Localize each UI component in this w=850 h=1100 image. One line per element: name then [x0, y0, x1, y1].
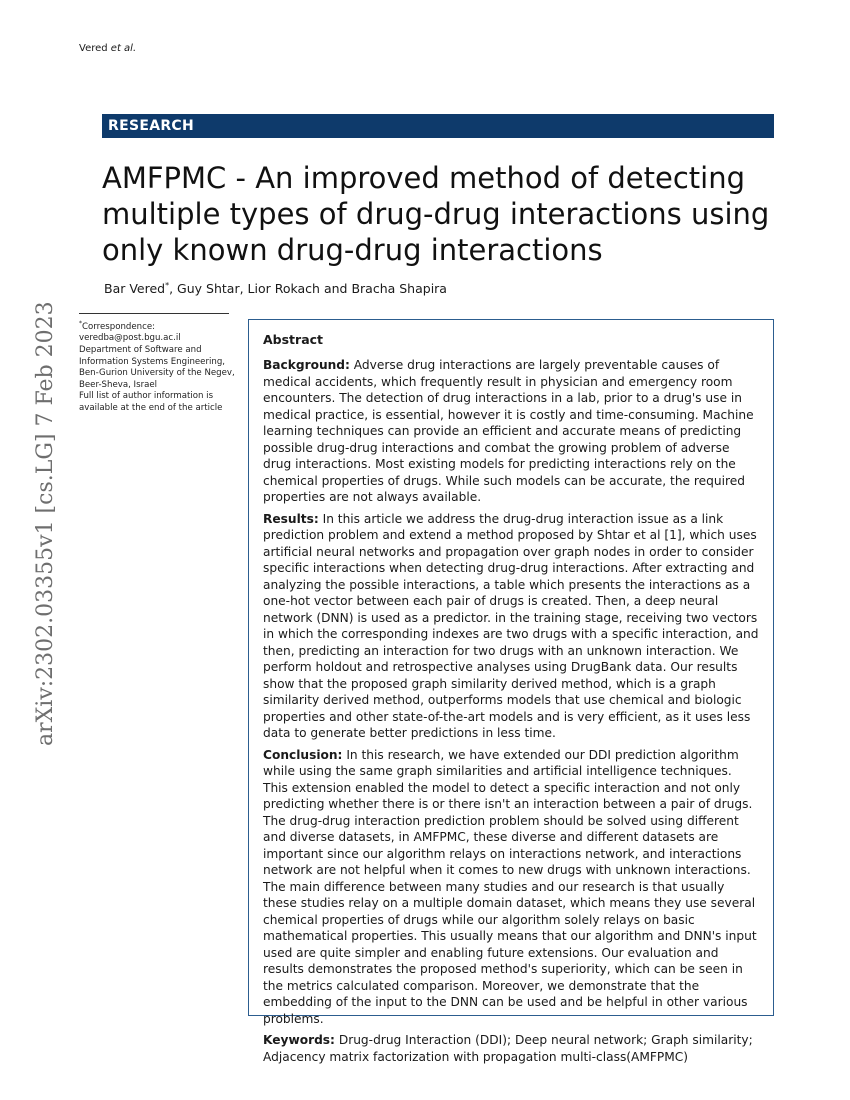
correspondence-full-list-note: Full list of author information is available at the end of the article — [79, 391, 223, 414]
correspondence-note — [79, 318, 239, 415]
running-head — [79, 43, 136, 54]
abstract-keywords — [263, 1032, 760, 1065]
abstract-background — [263, 357, 760, 506]
results-label: Results: — [263, 511, 319, 526]
correspondence-email[interactable]: veredba@post.bgu.ac.il — [79, 333, 181, 344]
background-label: Background: — [263, 358, 350, 372]
keywords-label: Keywords: — [263, 1033, 335, 1047]
abstract-box — [248, 319, 774, 1064]
keywords-text: Drug-drug Interaction (DDI); Deep neural network; Graph similarity; Adjacency matrix factorization with propagation multi-class(AMFPMC) — [263, 1033, 753, 1064]
author-mark: * — [165, 281, 170, 290]
conclusion-label: Conclusion: — [263, 747, 343, 762]
author-rest: , Guy Shtar, Lior Rokach and Bracha Shapira — [169, 281, 447, 297]
arxiv-stamp: arXiv:2302.03355v1 [cs.LG] 7 Feb 2023 — [33, 301, 58, 746]
paper-title: AMFPMC - An improved method of detecting multiple types of drug-drug interactions using only known drug-drug interactions — [102, 161, 770, 267]
running-head-author: Vered — [79, 43, 108, 54]
running-head-etal: et al. — [110, 43, 137, 54]
side-note-rule — [79, 313, 229, 314]
background-text: Adverse drug interactions are largely preventable causes of medical accidents, which frequently result in physician and emergency room encounters. The detection of drug interactions in a lab, prior to a drug's use in medical practice, is essential, however it is costly and time-consuming. Machine learning techniques can provide an efficient and accurate means of predicting possible drug-drug interactions and combat the growing problem of adverse drug interactions. Most existing models for predicting interactions rely on the chemical properties of drugs. While such models can be accurate, the required properties are not always available. — [263, 358, 754, 504]
correspondence-label: Correspondence: — [82, 321, 156, 332]
section-label-bar: RESEARCH — [102, 114, 774, 138]
abstract-results — [263, 511, 760, 742]
abstract-conclusion — [263, 747, 760, 1028]
conclusion-text: In this research, we have extended our DDI prediction algorithm while using the same graph similarities and artificial intelligence techniques. This extension enabled the model to detect a specific interaction and not only predicting whether there is or there isn't an interaction between a pair of drugs. The drug-drug interaction prediction problem should be solved using different and diverse datasets, in AMFPMC, these diverse and different datasets are important since our algorithm relays on interactions network, and interactions network are not helpful when it comes to new drugs with unknown interactions. The main difference between many studies and our research is that usually these studies relay on a multiple domain dataset, which means they use several chemical properties of drugs while our algorithm solely relays on basic mathematical properties. This usually means that our algorithm and DNN's input used are quite simpler and enabling future extensions. Our evaluation and results demonstrates the proposed method's superiority, which can be seen in the metrics calculated comparison. Moreover, we demonstrate that the embedding of the input to the DNN can be used and be helpful in other various problems. — [263, 747, 757, 1026]
abstract-heading: Abstract — [263, 332, 324, 347]
results-text: In this article we address the drug-drug interaction issue as a link prediction problem and extend a method proposed by Shtar et al [1], which uses artificial neural networks and propagation over graph nodes in order to consider specific interactions when detecting drug-drug interactions. After extracting and analyzing the possible interactions, a table which presents the interactions as a one-hot vector between each pair of drugs is created. Then, a deep neural network (DNN) is used as a predictor. in the training stage, receiving two vectors in which the corresponding indexes are two drugs with a specific interaction, and then, predicting an interaction for two drugs with an unknown interaction. We perform holdout and retrospective analyses using DrugBank data. Our results show that the proposed graph similarity derived method, which is a graph similarity derived method, outperforms models that use chemical and biologic properties and other state-of-the-art models and is very efficient, as it uses less data to generate better predictions in less time. — [263, 511, 759, 740]
author-first: Bar Vered — [104, 281, 166, 297]
author-list — [104, 281, 447, 296]
correspondence-affiliation: Department of Software and Information Systems Engineering, Ben-Gurion University of the Negev, Beer-Sheva, Israel — [79, 345, 235, 390]
correspondence-mark: * — [79, 320, 82, 327]
